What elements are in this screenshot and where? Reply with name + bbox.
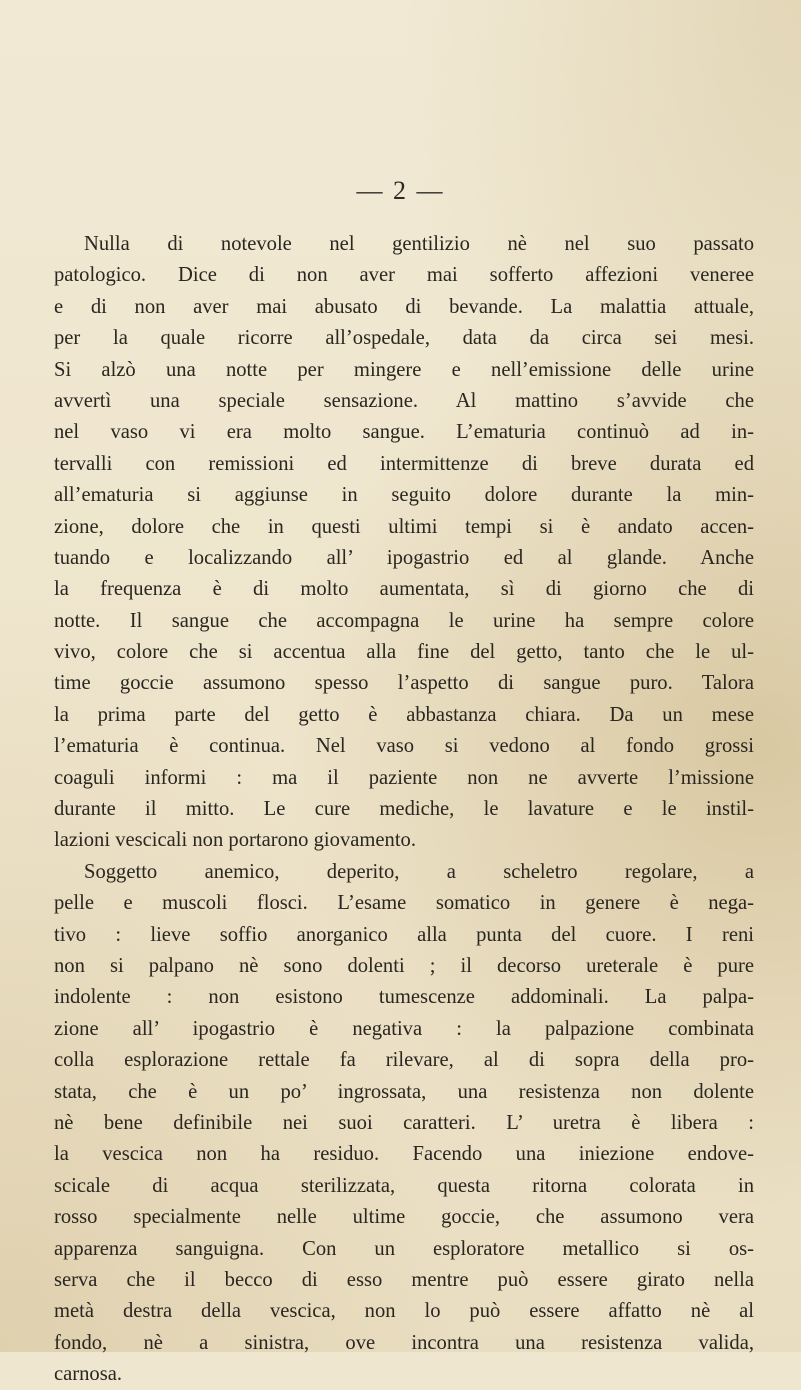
text-line: per la quale ricorre all’ospedale, data da circa sei mesi. <box>54 327 754 350</box>
text-line: nel vaso vi era molto sangue. L’ematuria continuò ad in- <box>54 421 754 444</box>
text-line: indolente : non esistono tumescenze addominali. La palpa- <box>54 986 754 1009</box>
text-line: lazioni vescicali non portarono giovamento. <box>54 829 416 852</box>
text-line: zione, dolore che in questi ultimi tempi si è andato accen- <box>54 515 754 538</box>
text-line: l’ematuria è continua. Nel vaso si vedono al fondo grossi <box>54 735 754 758</box>
text-line: Nulla di notevole nel gentilizio nè nel suo passato <box>84 233 754 255</box>
text-line: vivo, colore che si accentua alla fine del getto, tanto che le ul- <box>54 641 754 664</box>
text-line: apparenza sanguigna. Con un esploratore metallico si os- <box>54 1237 754 1260</box>
text-line: pelle e muscoli flosci. L’esame somatico in genere è nega- <box>54 892 754 915</box>
text-line: tuando e localizzando all’ ipogastrio ed al glande. Anche <box>54 546 754 569</box>
text-line: avvertì una speciale sensazione. Al mattino s’avvide che <box>54 389 754 412</box>
text-line: carnosa. <box>54 1363 123 1386</box>
text-line: metà destra della vescica, non lo può essere affatto nè al <box>54 1300 754 1323</box>
text-line: notte. Il sangue che accompagna le urine ha sempre colore <box>54 609 754 632</box>
body-text <box>54 229 754 1390</box>
text-line: stata, che è un po’ ingrossata, una resistenza non dolente <box>54 1080 754 1103</box>
text-line: zione all’ ipogastrio è negativa : la palpazione combinata <box>54 1017 754 1040</box>
text-line: non si palpano nè sono dolenti ; il decorso ureterale è pure <box>54 954 754 977</box>
text-line: Si alzò una notte per mingere e nell’emissione delle urine <box>54 358 754 381</box>
text-line: Soggetto anemico, deperito, a scheletro regolare, a <box>84 860 754 883</box>
text-line: serva che il becco di esso mentre può essere girato nella <box>54 1268 754 1291</box>
text-line: fondo, nè a sinistra, ove incontra una resistenza valida, <box>54 1331 754 1354</box>
text-line: durante il mitto. Le cure mediche, le lavature e le instil- <box>54 798 754 821</box>
text-line: tivo : lieve soffio anorganico alla punta del cuore. I reni <box>54 923 754 946</box>
text-line: la prima parte del getto è abbastanza chiara. Da un mese <box>54 703 754 726</box>
text-line: patologico. Dice di non aver mai sofferto affezioni veneree <box>54 264 754 287</box>
text-line: la frequenza è di molto aumentata, sì di giorno che di <box>54 578 754 601</box>
text-line: la vescica non ha residuo. Facendo una iniezione endove- <box>54 1143 754 1166</box>
text-line: colla esplorazione rettale fa rilevare, al di sopra della pro- <box>54 1049 754 1072</box>
text-line: time goccie assumono spesso l’aspetto di sangue puro. Talora <box>54 672 754 695</box>
text-line: e di non aver mai abusato di bevande. La malattia attuale, <box>54 295 754 318</box>
text-line: rosso specialmente nelle ultime goccie, che assumono vera <box>54 1206 754 1229</box>
text-line: coaguli informi : ma il paziente non ne avverte l’missione <box>54 766 754 789</box>
page-number: — 2 — <box>356 176 445 205</box>
text-line: all’ematuria si aggiunse in seguito dolore durante la min- <box>54 484 754 507</box>
text-line: scicale di acqua sterilizzata, questa ritorna colorata in <box>54 1174 754 1197</box>
text-line: nè bene definibile nei suoi caratteri. L’ uretra è libera : <box>54 1111 754 1134</box>
text-line: tervalli con remissioni ed intermittenze di breve durata ed <box>54 452 754 475</box>
